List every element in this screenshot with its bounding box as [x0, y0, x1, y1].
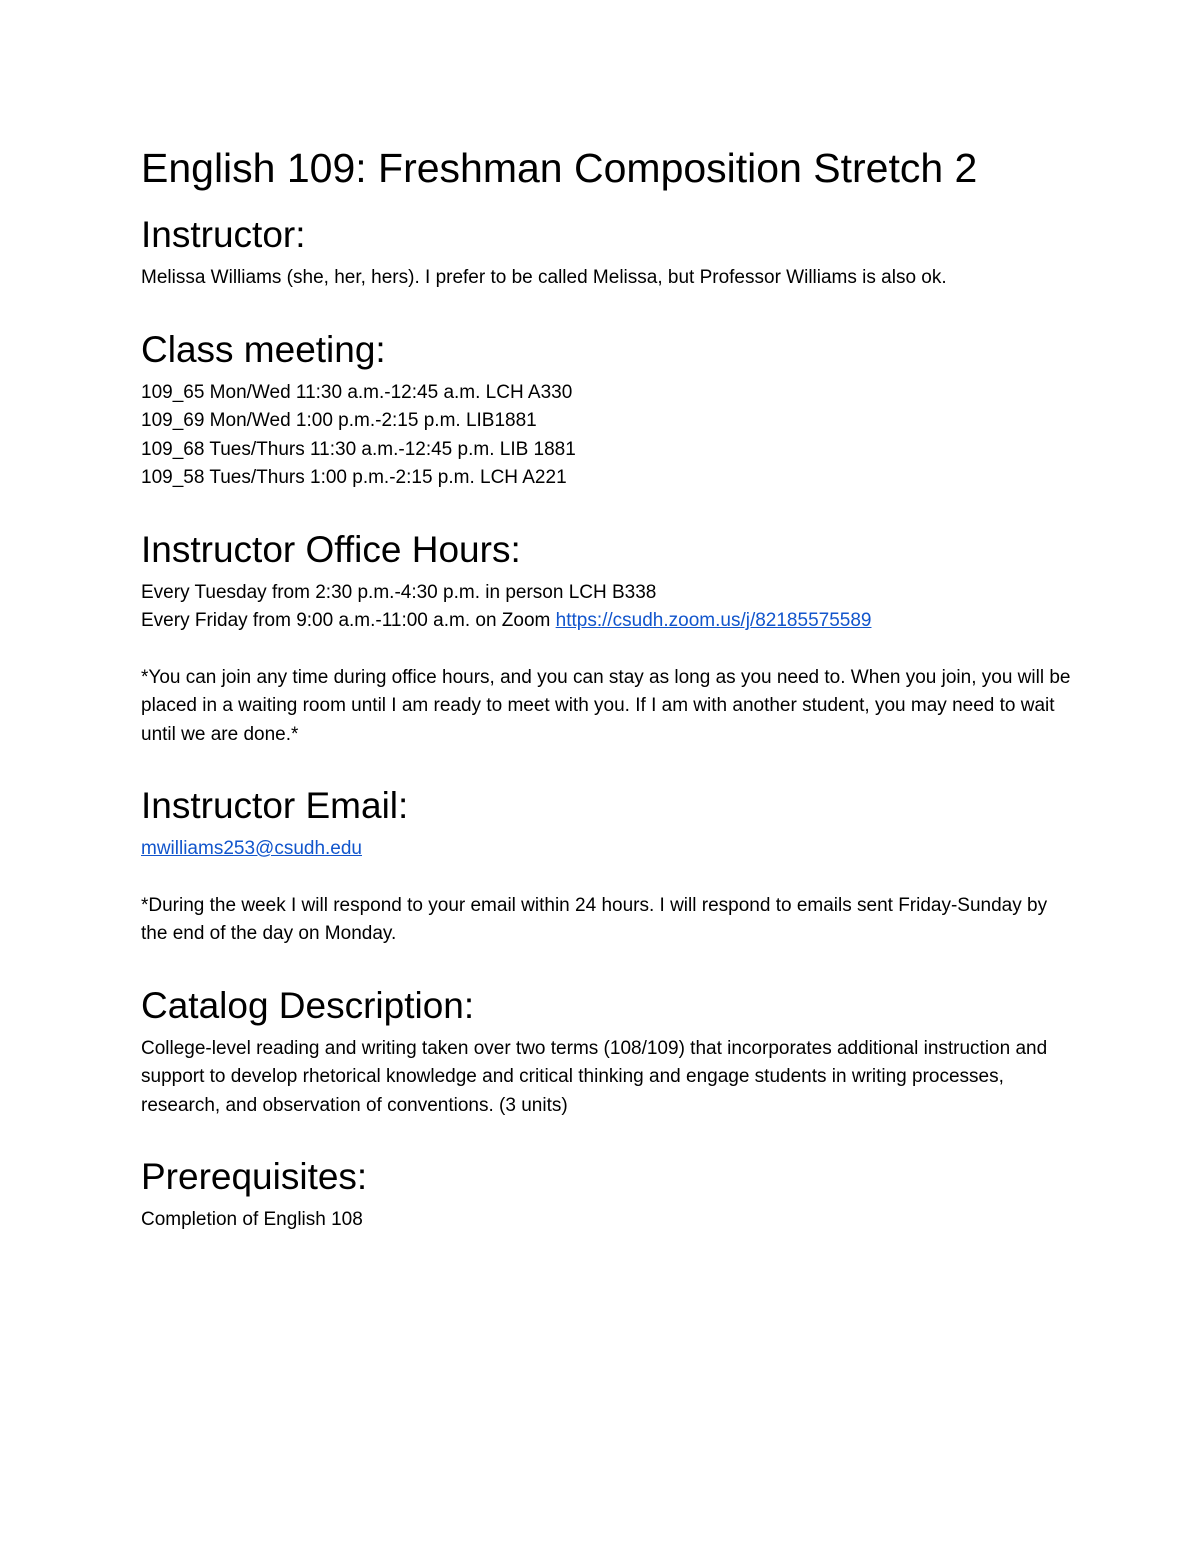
office-hours-heading: Instructor Office Hours:	[141, 528, 521, 570]
office-hours-note: *You can join any time during office hours, and you can stay as long as you need to. When you join, you will be placed in a waiting room until I am ready to meet with you. If I am with another student, you may need to wait until we are done.*	[141, 666, 1071, 745]
office-hours-friday	[141, 607, 1071, 636]
class-meeting-heading: Class meeting:	[141, 328, 386, 370]
class-meeting-line: 109_68 Tues/Thurs 11:30 a.m.-12:45 p.m. LIB 1881	[141, 438, 576, 460]
email-note: *During the week I will respond to your email within 24 hours. I will respond to emails sent Friday-Sunday by the end of the day on Monday.	[141, 894, 1048, 944]
document-body	[141, 140, 1071, 1235]
instructor-text: Melissa Williams (she, her, hers). I prefer to be called Melissa, but Professor Williams is also ok.	[141, 267, 947, 288]
catalog-text: College-level reading and writing taken over two terms (108/109) that incorporates additional instruction and support to develop rhetorical knowledge and critical thinking and engage students in writing processes, research, and observation of conventions. (3 units)	[141, 1037, 1048, 1116]
class-meeting-line: 109_65 Mon/Wed 11:30 a.m.-12:45 a.m. LCH A330	[141, 381, 573, 403]
prerequisites-heading: Prerequisites:	[141, 1156, 368, 1197]
office-hours-tuesday: Every Tuesday from 2:30 p.m.-4:30 p.m. in person LCH B338	[141, 581, 657, 603]
email-link[interactable]: mwilliams253@csudh.edu	[141, 838, 362, 859]
zoom-link[interactable]: https://csudh.zoom.us/j/82185575589	[555, 610, 872, 631]
prerequisites-text: Completion of English 108	[141, 1209, 363, 1230]
class-meeting-line: 109_58 Tues/Thurs 1:00 p.m.-2:15 p.m. LCH A221	[141, 467, 567, 488]
page-title: English 109: Freshman Composition Stretch 2	[141, 145, 978, 191]
class-meeting-list	[141, 379, 1071, 493]
email-heading: Instructor Email:	[141, 785, 409, 826]
office-hours-times	[141, 579, 1071, 636]
email-address-line	[141, 835, 1071, 864]
catalog-heading: Catalog Description:	[141, 984, 475, 1026]
class-meeting-line: 109_69 Mon/Wed 1:00 p.m.-2:15 p.m. LIB1881	[141, 410, 537, 431]
instructor-heading: Instructor:	[141, 214, 306, 255]
office-hours-friday-text: Every Friday from 9:00 a.m.-11:00 a.m. on Zoom	[141, 610, 556, 631]
